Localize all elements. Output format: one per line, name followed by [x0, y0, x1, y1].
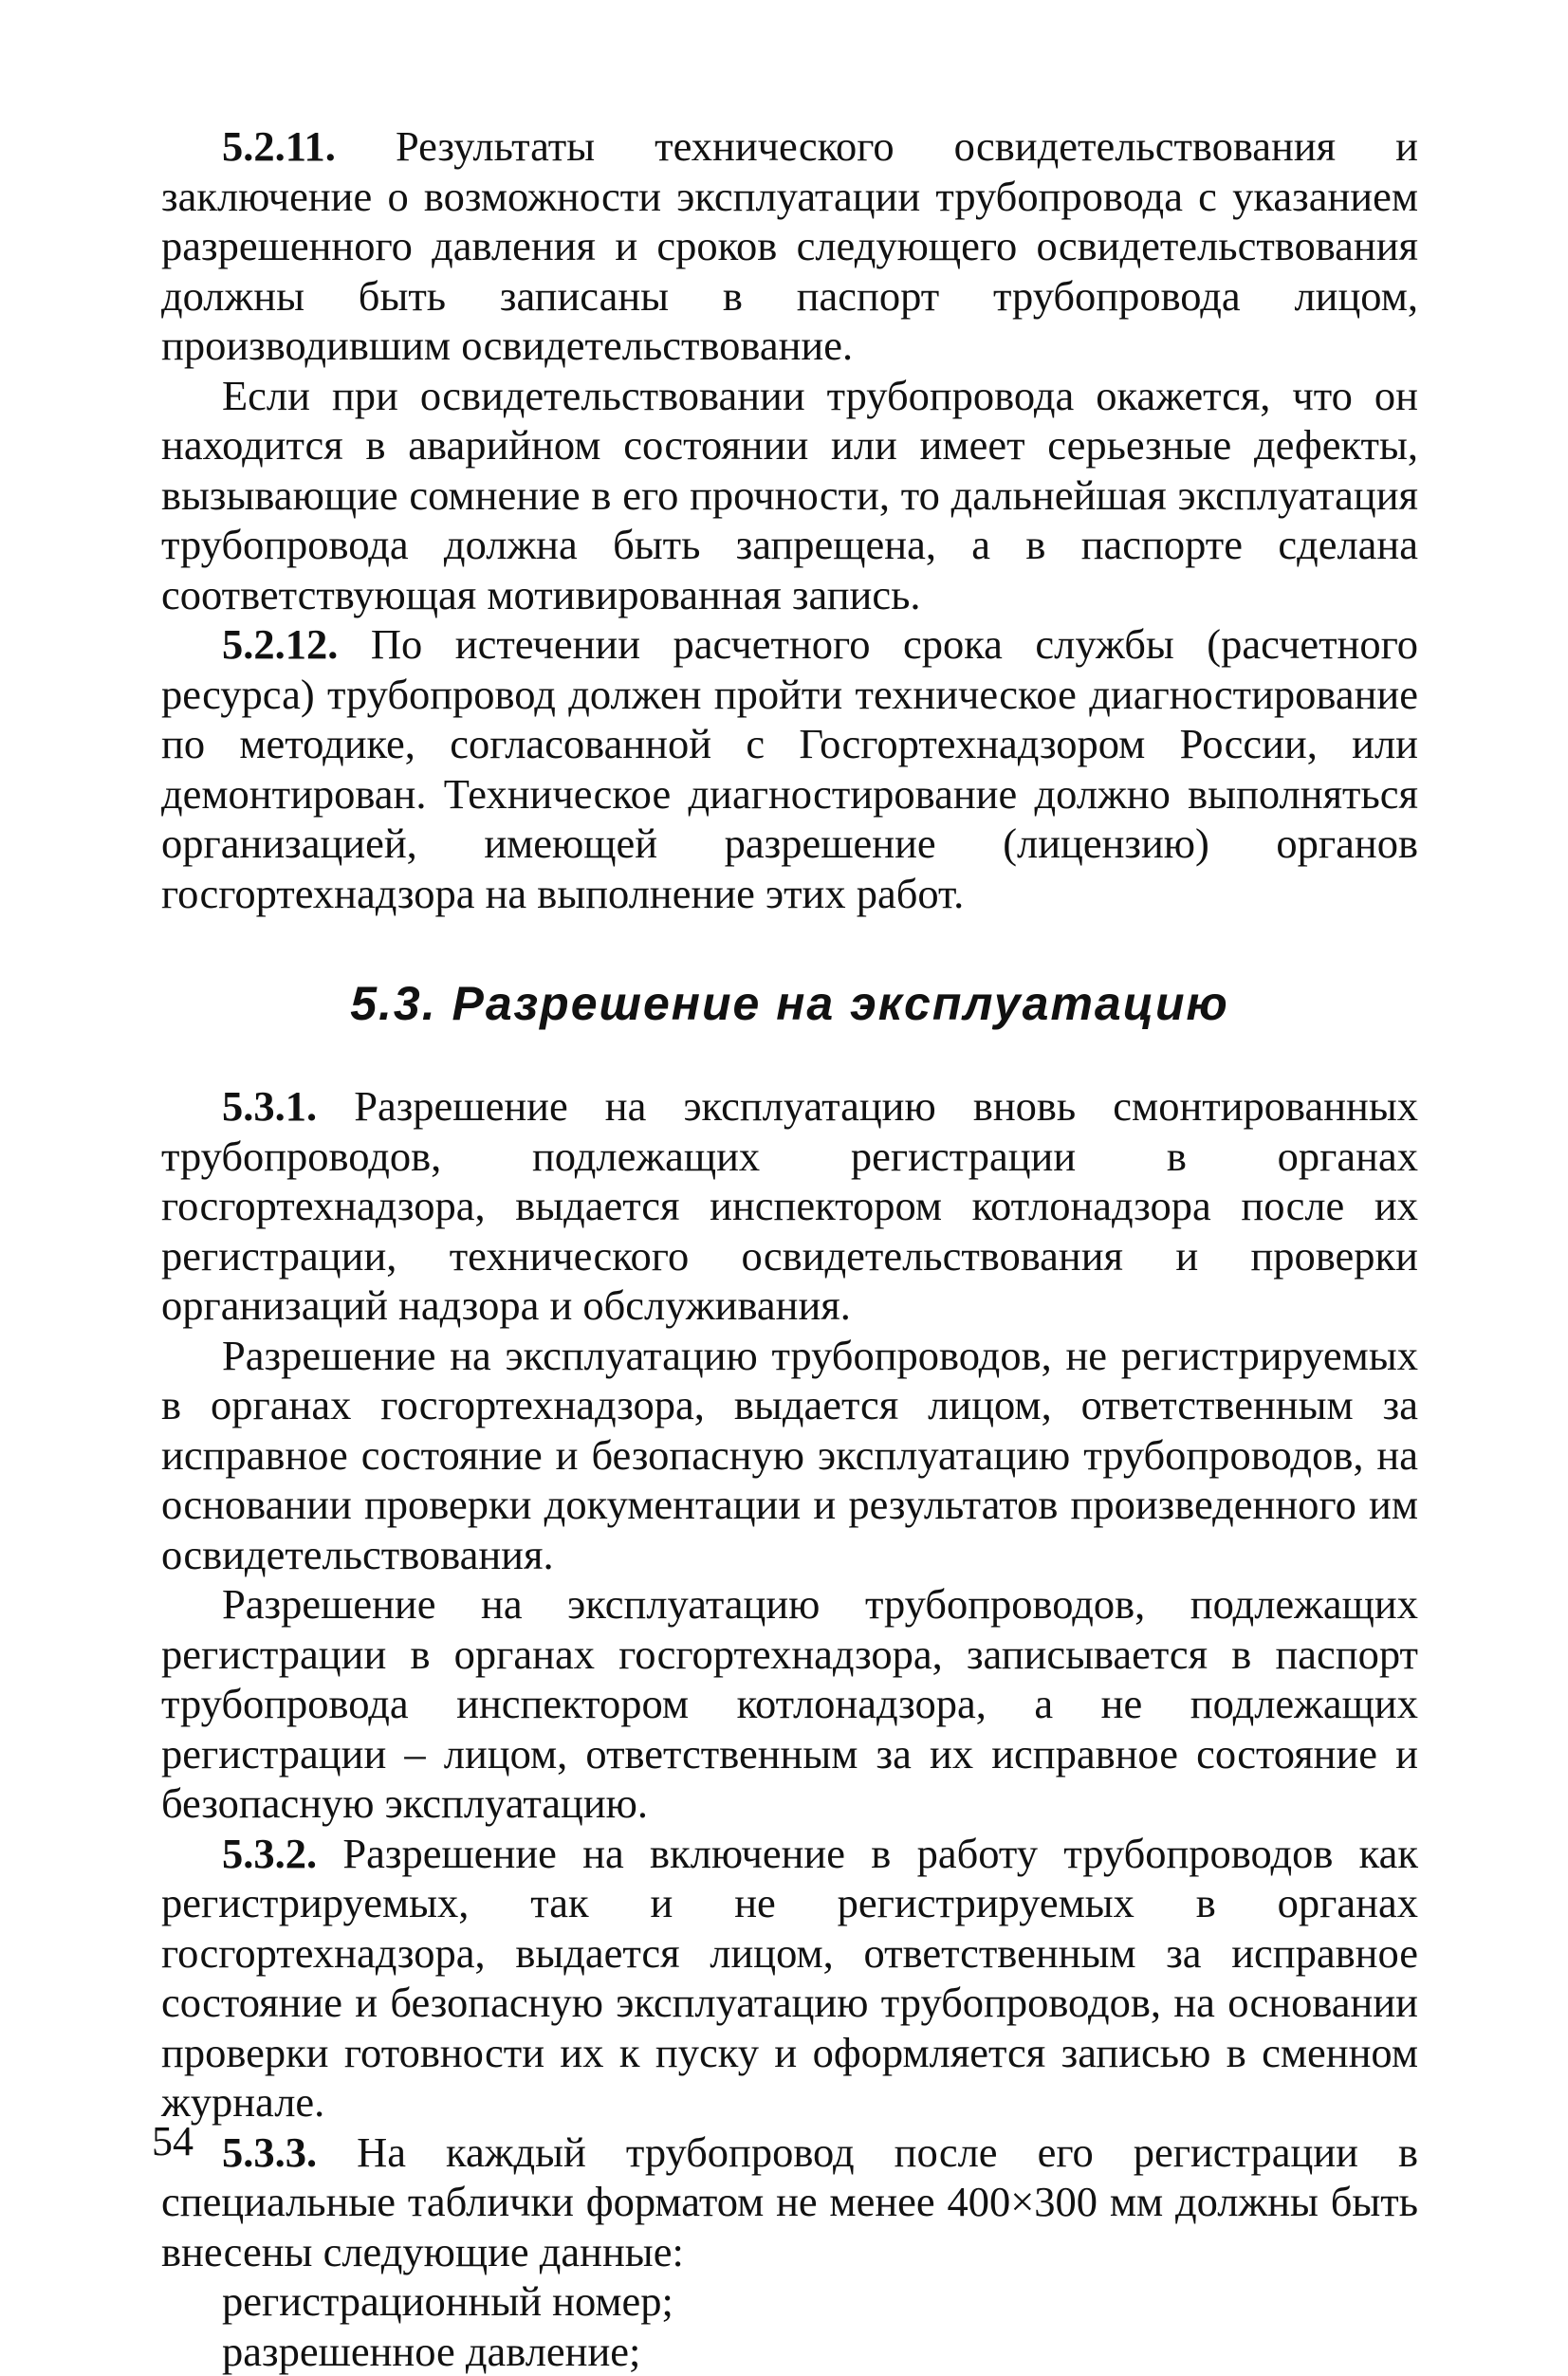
paragraph-5-3-3: [161, 2127, 1418, 2277]
list-item: разрешенное давление;: [161, 2327, 1418, 2376]
page-body: [161, 121, 1418, 2376]
section-heading: 5.3. Разрешение на эксплуатацию: [161, 975, 1418, 1032]
page-number: 54: [152, 2117, 194, 2166]
paragraph-5-3-2: [161, 1829, 1418, 2127]
paragraph-5-3-1: [161, 1081, 1418, 1331]
paragraph-5-2-11-continuation: Если при освидетельствовании трубопровода окажется, что он находится в аварийном состоянии или имеет серьезные дефекты, вызывающие сомнение в его прочности, то дальнейшая эксплуатация трубопровода должна быть запрещена, а в паспорте сделана соответствующая мотивированная запись.: [161, 371, 1418, 620]
clause-text: Результаты технического освидетельствования и заключение о возможности эксплуатации трубопровода с указанием разрешенного давления и сроков следующего освидетельствования должны быть записаны в паспорт трубопровода лицом, производившим освидетельствование.: [161, 122, 1418, 369]
paragraph-5-2-12: [161, 619, 1418, 918]
paragraph-5-2-11: [161, 121, 1418, 371]
clause-text: Разрешение на эксплуатацию вновь смонтированных трубопроводов, подлежащих регистрации в органах госгортехнадзора, выдается инспектором котлонадзора после их регистрации, технического освидетельствования и проверки организаций надзора и обслуживания.: [161, 1082, 1418, 1329]
paragraph-5-3-1-third: Разрешение на эксплуатацию трубопроводов, подлежащих регистрации в органах госгортехнадзора, записывается в паспорт трубопровода инспектором котлонадзора, а не подлежащих регистрации – лицом, ответственным за их исправное состояние и безопасную эксплуатацию.: [161, 1579, 1418, 1829]
clause-text: Разрешение на включение в работу трубопроводов как регистрируемых, так и не регистрируемых в органах госгортехнадзора, выдается лицом, ответственным за исправное состояние и безопасную эксплуатацию трубопроводов, на основании проверки готовности их к пуску и оформляется записью в сменном журнале.: [161, 1830, 1418, 2127]
clause-number: 5.3.2.: [222, 1830, 317, 1877]
list-item: регистрационный номер;: [161, 2276, 1418, 2327]
clause-number: 5.3.1.: [222, 1082, 317, 1130]
clause-number: 5.2.12.: [222, 620, 338, 668]
clause-text: На каждый трубопровод после его регистрации в специальные таблички форматом не менее 400×300 мм должны быть внесены следующие данные:: [161, 2128, 1418, 2275]
clause-number: 5.3.3.: [222, 2128, 317, 2176]
clause-number: 5.2.11.: [222, 122, 336, 170]
clause-text: По истечении расчетного срока службы (расчетного ресурса) трубопровод должен пройти техническое диагностирование по методике, согласованной с Госгортехнадзором России, или демонтирован. Техническое диагностирование должно выполняться организацией, имеющей разрешение (лицензию) органов госгортехнадзора на выполнение этих работ.: [161, 620, 1418, 917]
paragraph-5-3-1-second: Разрешение на эксплуатацию трубопроводов, не регистрируемых в органах госгортехнадзора, выдается лицом, ответственным за исправное состояние и безопасную эксплуатацию трубопроводов, на основании проверки документации и результатов произведенного им освидетельствования.: [161, 1331, 1418, 1580]
